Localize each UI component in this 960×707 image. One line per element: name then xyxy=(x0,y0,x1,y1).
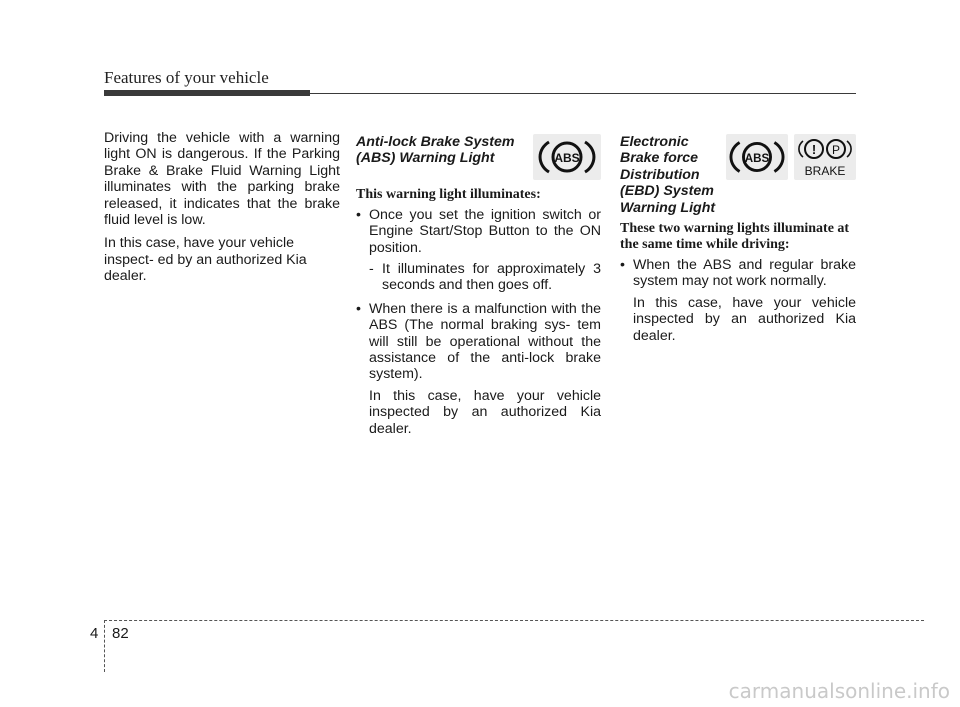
ebd-title-line: Distribution xyxy=(620,166,700,183)
footer-vertical-divider xyxy=(104,620,105,672)
header-rule-thin xyxy=(310,93,856,94)
ebd-bullet-text: When the ABS and regular brake system may not work normally. xyxy=(633,257,856,290)
ebd-abs-warning-icon xyxy=(726,134,788,180)
bullet-icon: • xyxy=(620,257,625,274)
ebd-title-line: Brake force xyxy=(620,150,699,167)
ebd-bullet xyxy=(620,257,856,290)
bullet-icon: • xyxy=(356,300,361,317)
abs-bullet xyxy=(356,301,601,383)
abs-icon-label: ABS xyxy=(554,151,580,165)
brake-warning-icon xyxy=(794,134,856,180)
page-header-title: Features of your vehicle xyxy=(104,68,269,87)
dash-icon: - xyxy=(369,261,374,278)
page-number: 82 xyxy=(112,625,129,642)
exclamation-icon-label: ! xyxy=(811,142,817,157)
abs-icon xyxy=(728,136,786,178)
abs-subhead: This warning light illuminates: xyxy=(356,186,541,202)
header-rule-thick xyxy=(104,90,310,96)
brake-icon xyxy=(795,135,855,179)
footer-divider xyxy=(104,620,924,621)
ebd-note: In this case, have your vehicle inspected by an authorized Kia dealer. xyxy=(633,294,856,344)
brake-icon-label: BRAKE xyxy=(804,164,846,178)
intro-column xyxy=(104,130,340,292)
abs-icon-label: ABS xyxy=(744,151,770,165)
ebd-title-line: Warning Light xyxy=(620,199,716,216)
abs-bullet xyxy=(356,207,601,256)
intro-paragraph: Driving the vehicle with a warning light ON is dangerous. If the Parking Brake & Brake Fluid Warning Light illuminates with the parking brake released, it indicates that the brake fluid level is low. xyxy=(104,130,340,229)
parking-icon-label: P xyxy=(831,143,841,157)
abs-bullet-text: Once you set the ignition switch or Engine Start/Stop Button to the ON position. xyxy=(369,206,601,256)
ebd-title-line: Electronic xyxy=(620,134,689,150)
abs-note: In this case, have your vehicle inspected by an authorized Kia dealer. xyxy=(369,387,601,437)
abs-title-line: Anti-lock Brake System xyxy=(356,134,515,150)
ebd-title-line: (EBD) System xyxy=(620,183,714,200)
watermark: carmanualsonline.info xyxy=(728,679,950,703)
bullet-icon: • xyxy=(356,206,361,223)
abs-dash-item xyxy=(356,261,601,294)
abs-icon xyxy=(537,136,597,178)
abs-dash-text: It illuminates for approximately 3 seconds and then goes off. xyxy=(382,261,601,294)
abs-bullet-text: When there is a malfunction with the ABS (The normal braking sys- tem will still be operational without the assistance of the anti-lock brake system). xyxy=(369,300,601,383)
ebd-subhead: These two warning lights illuminate at the same time while driving: xyxy=(620,221,850,253)
chapter-number: 4 xyxy=(90,625,99,642)
abs-title-line: (ABS) Warning Light xyxy=(356,150,495,167)
abs-warning-icon xyxy=(533,134,601,180)
intro-note: In this case, have your vehicle inspect- ed by an authorized Kia dealer. xyxy=(104,235,307,285)
